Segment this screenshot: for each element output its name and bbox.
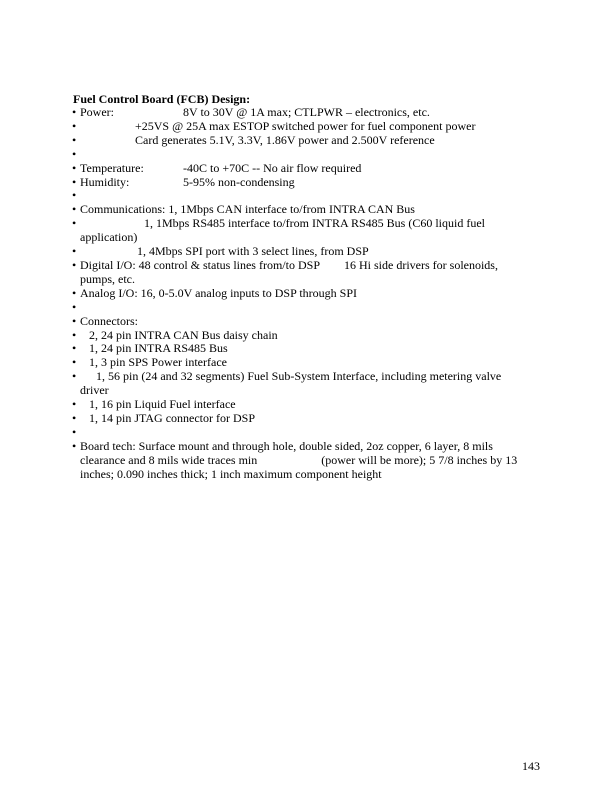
spec-list	[73, 106, 543, 481]
list-item: • 1, 1Mbps RS485 interface to/from INTRA RS485 Bus (C60 liquid fuel application)	[72, 216, 485, 245]
list-item: • Analog I/O: 16, 0-5.0V analog inputs to DSP through SPI	[72, 285, 358, 300]
list-item: • 1, 24 pin INTRA RS485 Bus	[72, 341, 228, 356]
empty-item: •	[72, 188, 77, 203]
list-item: • Power: 8V to 30V @ 1A max; CTLPWR – electronics, etc.	[72, 105, 430, 119]
list-item: • 1, 16 pin Liquid Fuel interface	[72, 397, 236, 412]
list-item: • Board tech: Surface mount and through hole, double sided, 2oz copper, 6 layer, 8 mils clearance and 8 mils wide traces min (power will be more); 5 7/8 inches by 13 inches; 0.090 inches thick; 1 inch maximum component height	[72, 438, 518, 481]
page-number: 143	[522, 759, 540, 773]
list-item: • Connectors:	[72, 313, 138, 328]
list-item: • Communications: 1, 1Mbps CAN interface to/from INTRA CAN Bus	[72, 202, 415, 217]
list-item: • Temperature: -40C to +70C -- No air flow required	[72, 160, 362, 175]
empty-item: •	[72, 146, 77, 161]
list-item: • 2, 24 pin INTRA CAN Bus daisy chain	[72, 327, 278, 342]
empty-item: •	[72, 299, 77, 314]
list-item: • +25VS @ 25A max ESTOP switched power for fuel component power	[72, 118, 476, 133]
empty-item: •	[72, 424, 77, 439]
list-item: • 1, 3 pin SPS Power interface	[72, 355, 227, 370]
list-item: • 1, 14 pin JTAG connector for DSP	[72, 410, 256, 425]
list-item: • Digital I/O: 48 control & status lines from/to DSP 16 Hi side drivers for solenoids, pumps, etc.	[72, 257, 498, 286]
list-item: • Humidity: 5-95% non-condensing	[72, 174, 295, 189]
section-title: Fuel Control Board (FCB) Design:	[73, 92, 251, 106]
list-item: • 1, 56 pin (24 and 32 segments) Fuel Sub-System Interface, including metering valve driver	[72, 369, 502, 398]
list-item: • 1, 4Mbps SPI port with 3 select lines, from DSP	[72, 244, 369, 259]
list-item: • Card generates 5.1V, 3.3V, 1.86V power and 2.500V reference	[72, 132, 435, 147]
bullet: •	[72, 105, 77, 119]
